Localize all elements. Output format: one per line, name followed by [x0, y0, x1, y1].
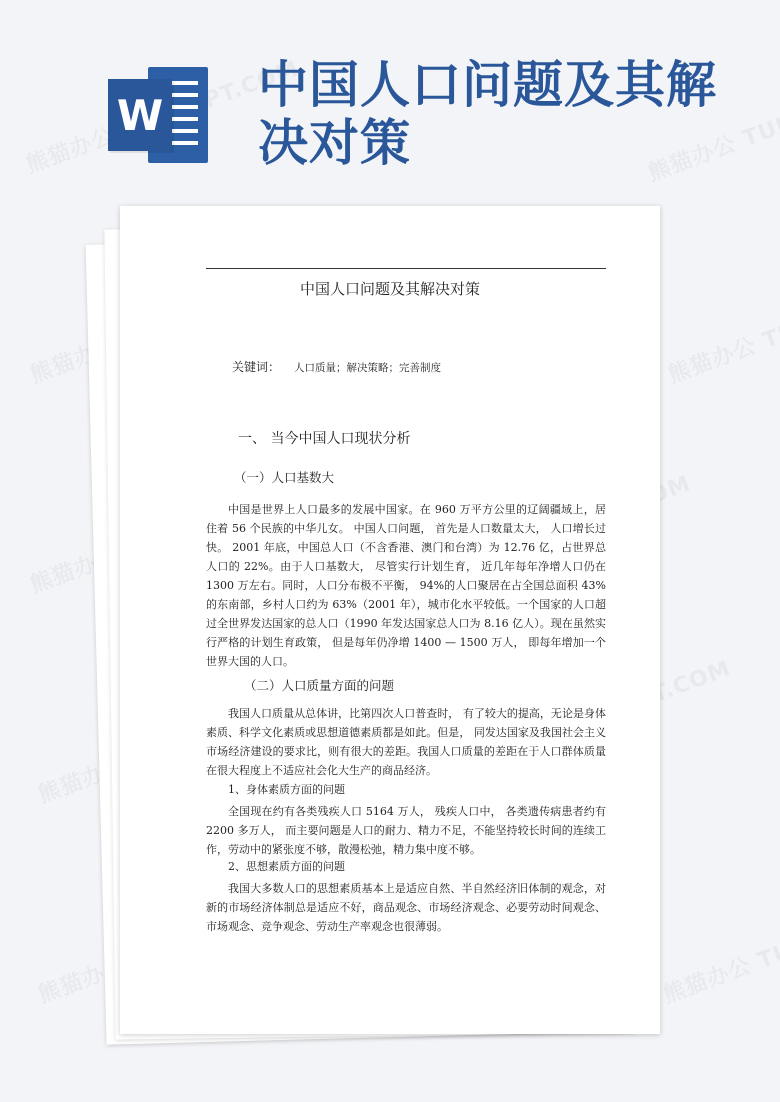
document-title: 中国人口问题及其解决对策 — [299, 280, 480, 298]
paragraph: 中国是世界上人口最多的发展中国家。在 960 万平方公里的辽阔疆域上，居住着 56 个民族的中华儿女。 中国人口问题， 首先是人口数量太大， 人口增长过快。 2001 年底，中国总人口（不含香港、澳门和台湾）为 12.76 亿，占世界总人口的 22%。由于人口基数大， 尽管实行计划生育， 近几年每年净增人口仍在 1300 万左右。同时，人口分布极不平衡， 94%的人口聚居在占全国总面积 43%的东南部，乡村人口约为 63%（2001 年），城市化水平较低。一个国家的人口超过全世界发达国家的总人口（1990 年发达国家总人口为 8.16 亿人）。现在虽然实行严格的计划生育政策， 但是每年仍净增 1400 — 1500 万人， 即每年增加一个世界大国的人口。 — [206, 503, 606, 668]
point-heading: 1、身体素质方面的问题 — [228, 783, 345, 796]
document-page — [120, 206, 660, 1034]
section-heading: 一、 当今中国人口现状分析 — [238, 431, 411, 447]
keywords-label: 关键词： — [232, 360, 281, 374]
header-rule — [206, 268, 606, 269]
subsection-heading: （二）人口质量方面的问题 — [244, 678, 395, 693]
page-title: 中国人口问题及其解决对策 — [258, 56, 717, 172]
keywords — [232, 358, 441, 375]
paragraph: 全国现在约有各类残疾人口 5164 万人， 残疾人口中， 各类遗传病患者约有 2200 多万人， 而主要问题是人口的耐力、精力不足，不能坚持较长时间的连续工作，劳动中的紧张度不够，散漫松弛，精力集中度不够。 — [206, 805, 606, 856]
paragraph: 我国人口质量从总体讲，比第四次人口普查时， 有了较大的提高，无论是身体素质、科学文化素质或思想道德素质都是如此。但是， 同发达国家及我国社会主义市场经济建设的要求比，则有很大的差距。我国人口质量的差距在于人口群体质量在很大程度上不适应社会化大生产的商品经济。 — [206, 707, 606, 777]
word-icon-letter: W — [108, 79, 172, 151]
watermark — [663, 262, 780, 390]
subsection-heading: （一）人口基数大 — [234, 470, 335, 485]
word-icon — [108, 67, 208, 163]
paragraph: 我国大多数人口的思想素质基本上是适应自然、半自然经济旧体制的观念，对新的市场经济体制总是适应不好，商品观念、市场经济观念、必要劳动时间观念、市场观念、竞争观念、劳动生产率观念也很薄弱。 — [206, 882, 606, 933]
keywords-value: 人口质量；解决策略；完善制度 — [294, 362, 442, 374]
header — [0, 0, 780, 200]
point-heading: 2、思想素质方面的问题 — [228, 860, 345, 873]
watermark — [658, 882, 780, 1010]
